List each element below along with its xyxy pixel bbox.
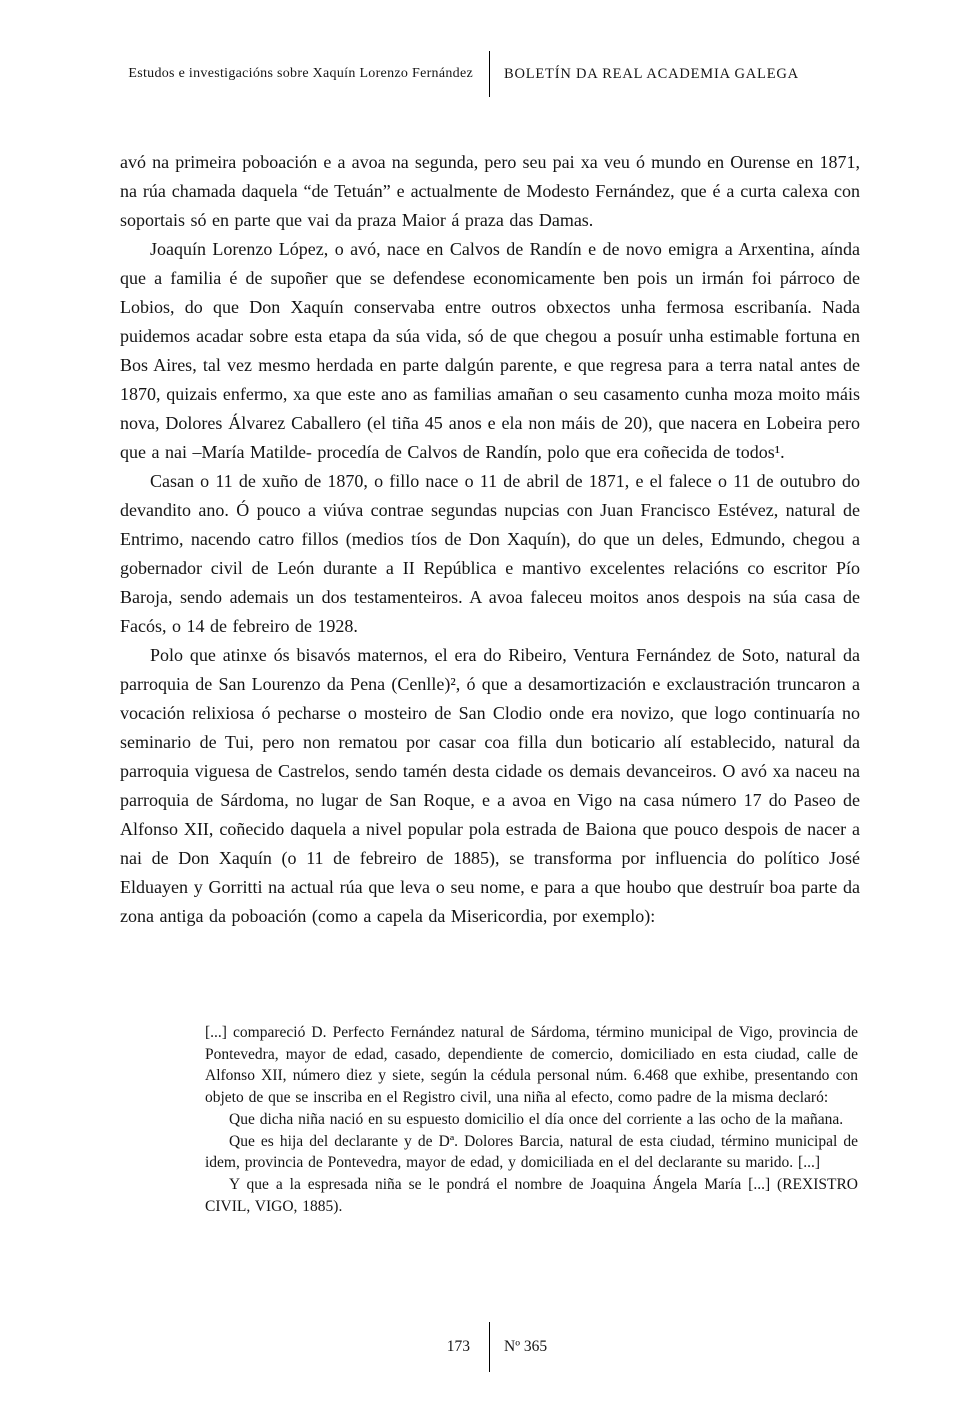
series-title: Estudos e investigacións sobre Xaquín Lorenzo Fernández xyxy=(128,66,473,81)
journal-title: BOLETÍN DA REAL ACADEMIA GALEGA xyxy=(504,65,799,82)
paragraph: Polo que atinxe ós bisavós maternos, el era do Ribeiro, Ventura Fernández de Soto, natural da parroquia de San Lourenzo da Pena (Cenlle)², ó que a desamortización e exclaustración truncaron a vocación relixiosa ó pecharse o mosteiro de San Clodio onde era novizo, que logo continuaría no seminario de Tui, pero non rematou por casar coa filla dun boticario alí establecido, natural da parroquia viguesa de Castrelos, sendo tamén desta cidade os demais devanceiros. O avó xa naceu na parroquia de Sárdoma, no lugar de San Roque, e a avoa en Vigo na casa número 17 do Paseo de Alfonso XII, coñecido daquela a nivel popular pola estrada de Baiona que pouco despois de nacer a nai de Don Xaquín (o 11 de febreiro de 1885), se transforma por influencia do político José Elduayen y Gorritti na actual rúa que leva o seu nome, e para a que houbo que destruír boa parte da zona antiga da poboación (como a capela da Misericordia, por exemplo): xyxy=(120,645,860,926)
paragraph: Que dicha niña nació en su espuesto domicilio el día once del corriente a las ocho de la mañana. xyxy=(229,1110,844,1128)
paragraph: Y que a la espresada niña se le pondrá el nombre de Joaquina Ángela María [...] (REXISTRO CIVIL, VIGO, 1885). xyxy=(205,1175,858,1215)
article-body xyxy=(120,148,860,931)
issue-number: Nº 365 xyxy=(504,1338,548,1355)
paragraph: [...] compareció D. Perfecto Fernández natural de Sárdoma, término municipal de Vigo, provincia de Pontevedra, mayor de edad, casado, dependiente de comercio, domiciliado en esta ciudad, calle de Alfonso XII, número diez y siete, según la cédula personal núm. 6.468 que exhibe, presentando con objeto de que se inscriba en el Registro civil, una niña al efecto, como padre de la misma declaró: xyxy=(205,1024,858,1107)
birth-record-quote xyxy=(205,1022,858,1217)
running-head xyxy=(0,50,975,98)
paragraph: Que es hija del declarante y de Dª. Dolores Barcia, natural de esta ciudad, término municipal de idem, provincia de Pontevedra, mayor de edad, y domiciliada en el del declarante su marido. [...] xyxy=(205,1132,858,1172)
paragraph: Casan o 11 de xuño de 1870, o fillo nace o 11 de abril de 1871, e el falece o 11 de outubro do devandito ano. Ó pouco a viúva contrae segundas nupcias con Juan Francisco Estévez, natural de Entrimo, nacendo catro fillos (medios tíos de Don Xaquín), do que un deles, Edmundo, chegou a gobernador civil de León durante a II República e mantivo excelentes relacións co escritor Pío Baroja, sendo ademais un dos testamenteiros. A avoa faleceu moitos anos despois na súa casa de Facós, o 14 de febreiro de 1928. xyxy=(120,471,860,636)
page-footer xyxy=(0,1322,975,1372)
page-number: 173 xyxy=(446,1338,470,1355)
paragraph: avó na primeira poboación e a avoa na segunda, pero seu pai xa veu ó mundo en Ourense en 1871, na rúa chamada daquela “de Tetuán” e actualmente de Modesto Fernández, que é a curta calexa con soportais só en parte que vai da praza Maior á praza das Damas. xyxy=(120,152,860,230)
paragraph: Joaquín Lorenzo López, o avó, nace en Calvos de Randín e de novo emigra a Arxentina, aínda que a familia é de supoñer que se defendese economicamente ben pois un irmán foi párroco de Lobios, do que Don Xaquín conservaba entre outros obxectos unha fermosa escribanía. Nada puidemos acadar sobre esta etapa da súa vida, só de que chegou a posuír unha estimable fortuna en Bos Aires, tal vez mesmo herdada en parte dalgún parente, e que regresa para a terra natal antes de 1870, quizais enfermo, xa que este ano as familias amañan o seu casamento cunha moza moito máis nova, Dolores Álvarez Caballero (el tiña 45 anos e ela non máis de 20), que nacera en Lobeira pero que a nai –María Matilde- procedía de Calvos de Randín, polo que era coñecida de todos¹. xyxy=(120,239,860,462)
